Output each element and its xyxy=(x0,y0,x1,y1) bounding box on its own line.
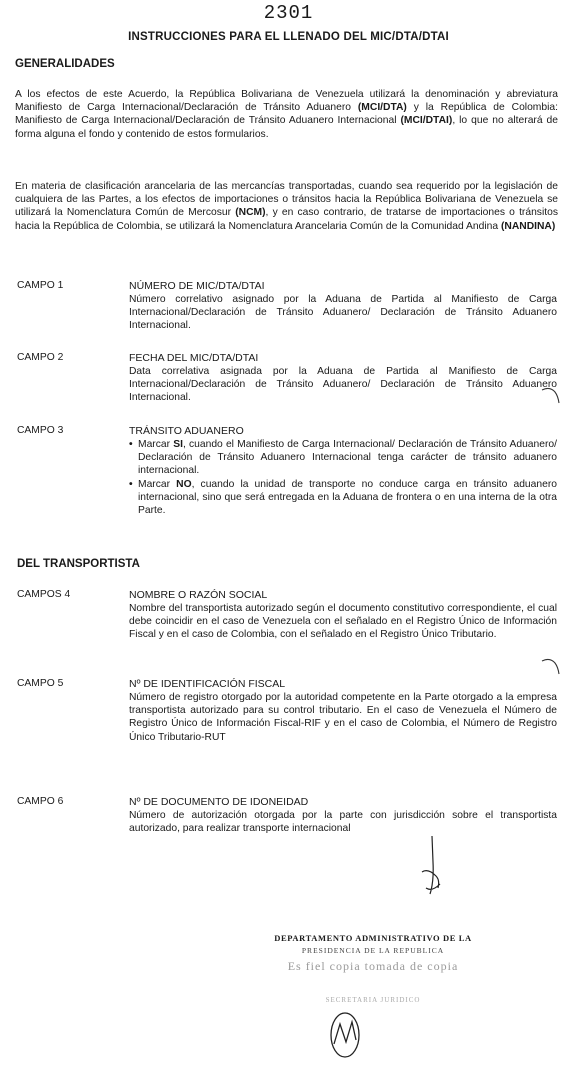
signature-icon xyxy=(412,832,452,902)
campo-description: Nombre del transportista autorizado según el documento constitutivo correspondiente, el cual debe coincidir en el caso de Venezuela con el señalado en el Registro Único de Información Fiscal y en el caso de Colombia, con el señalado en el Registro Único Tributario. xyxy=(129,603,557,641)
stamp-line-1: DEPARTAMENTO ADMINISTRATIVO DE LA xyxy=(274,933,472,943)
campo-body xyxy=(129,796,557,835)
stamp-line-3: Es fiel copia tomada de copia xyxy=(287,959,459,973)
campo-label: CAMPOS 4 xyxy=(17,589,71,600)
campo-title: Nº DE DOCUMENTO DE IDONEIDAD xyxy=(129,796,309,808)
campo-body xyxy=(129,678,557,744)
bullet-icon: • xyxy=(129,478,133,490)
section-heading-transportista: DEL TRANSPORTISTA xyxy=(17,558,140,570)
campo-body xyxy=(129,425,557,517)
intro-paragraph-2: En materia de clasificación arancelaria de las mercancías transportadas, cuando sea requerido por la legislación de cualquiera de las Partes, a los efectos de importaciones o tránsitos hacia la República Bolivariana de Venezuela se utilizará la Nomenclatura Común de Mercosur (NCM), y en caso contrario, de tratarse de importaciones o tránsitos hacia la República de Colombia, se utilizará la Nomenclatura Arancelaria Común de la Comunidad Andina (NANDINA) xyxy=(15,181,558,232)
campo-label: CAMPO 5 xyxy=(17,678,64,689)
campo-title: NOMBRE O RAZÓN SOCIAL xyxy=(129,589,268,601)
campo-title: FECHA DEL MIC/DTA/DTAI xyxy=(129,352,259,364)
campo-description: Número de registro otorgado por la autoridad competente en la Parte otorgado a la empresa transportista autorizado para su control tributario. En el caso de Venezuela el Número de Registro Único de Información Fiscal-RIF y en el caso de Colombia, el Número de Registro Único Tributario-RUT xyxy=(129,692,557,743)
section-heading-generalidades: GENERALIDADES xyxy=(15,58,115,70)
campo-label: CAMPO 1 xyxy=(17,280,64,291)
bullet-icon: • xyxy=(129,439,133,450)
campo-body xyxy=(129,352,557,405)
margin-check-mark-icon xyxy=(540,655,564,677)
page-number: 2301 xyxy=(263,2,314,24)
bullet-no: • Marcar NO, cuando la unidad de transporte no conduce carga en tránsito aduanero internacional, sino que será entregada en la Aduana de frontera o en una interna de la otra Parte. xyxy=(129,478,557,517)
stamp-line-2: PRESIDENCIA DE LA REPUBLICA xyxy=(301,946,445,955)
campo-label: CAMPO 3 xyxy=(17,425,64,436)
campo-body xyxy=(129,280,557,333)
campo-title: Nº DE IDENTIFICACIÓN FISCAL xyxy=(129,678,286,690)
campo-description: Número correlativo asignado por la Aduana de Partida al Manifiesto de Carga Internacional/Declaración de Tránsito Aduanero/ Declaración de Tránsito Aduanero Internacional. xyxy=(129,294,557,332)
stamp-signature-icon xyxy=(328,1010,362,1060)
campo-title: NÚMERO DE MIC/DTA/DTAI xyxy=(129,280,265,292)
campo-description: Data correlativa asignada por la Aduana de Partida al Manifiesto de Carga Internacional/Declaración de Tránsito Aduanero/ Declaración de Tránsito Aduanero Internacional. xyxy=(129,366,557,404)
campo-label: CAMPO 2 xyxy=(17,352,64,363)
campo-label: CAMPO 6 xyxy=(17,796,64,807)
official-stamp xyxy=(268,933,478,1004)
campo-body xyxy=(129,589,557,642)
document-title: INSTRUCCIONES PARA EL LLENADO DEL MIC/DTA/DTAI xyxy=(128,31,449,43)
stamp-line-4: SECRETARIA JURIDICO xyxy=(325,996,421,1004)
margin-check-mark-icon xyxy=(540,384,564,406)
campo-title: TRÁNSITO ADUANERO xyxy=(129,425,244,437)
intro-paragraph-1: A los efectos de este Acuerdo, la República Bolivariana de Venezuela utilizará la denominación y abreviatura Manifiesto de Carga Internacional/Declaración de Tránsito Aduanero (MCI/DTA) y la República de Colombia: Manifiesto de Carga Internacional/Declaración de Tránsito Aduanero Internacional (MCI/DTAI), lo que no alterará de forma alguna el fondo y contenido de estos formularios. xyxy=(15,89,558,140)
campo-description: Número de autorización otorgada por la parte con jurisdicción sobre el transportista autorizado, para realizar transporte internacional xyxy=(129,810,557,835)
bullet-si: • Marcar SI, cuando el Manifiesto de Carga Internacional/ Declaración de Tránsito Aduanero/ Declaración de Tránsito Aduanero Internacional tenga carácter de tránsito aduanero internacional. xyxy=(129,439,557,477)
